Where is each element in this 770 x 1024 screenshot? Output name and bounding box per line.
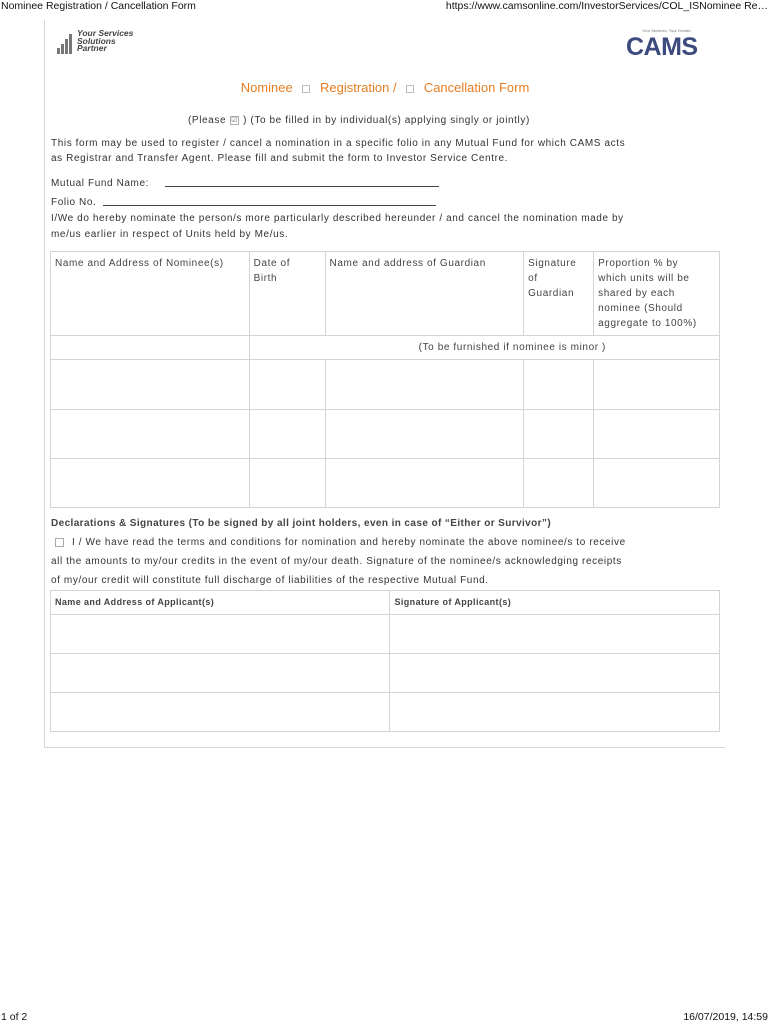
- header-guardian-name-address: Name and address of Guardian: [325, 252, 524, 336]
- header-guardian-signature: Signature of Guardian: [524, 252, 594, 336]
- agree-checkbox[interactable]: [55, 538, 64, 547]
- cams-logo-text: CAMS: [626, 33, 698, 61]
- applicant-name-cell[interactable]: [51, 693, 390, 732]
- nominee-table: [50, 251, 720, 508]
- cams-small-tagline: Your Services, Your Growth: [642, 28, 691, 33]
- table-row: [51, 459, 720, 508]
- nominee-name-cell[interactable]: [51, 360, 250, 410]
- applicant-name-cell[interactable]: [51, 654, 390, 693]
- guardian-signature-cell[interactable]: [524, 410, 594, 459]
- form-title: [0, 80, 770, 95]
- declaration-line-1: I/We do hereby nominate the person/s more particularly described hereunder / and cancel the nomination made by: [51, 213, 624, 224]
- header-applicant-signature: Signature of Applicant(s): [390, 591, 720, 615]
- minor-note: (To be furnished if nominee is minor ): [249, 336, 719, 360]
- declaration-line-2: me/us earlier in respect of Units held by Me/us.: [51, 229, 289, 240]
- brand-tagline-logo: [57, 30, 157, 54]
- declarations-line-2: all the amounts to my/our credits in the event of my/our death. Signature of the nominee/s acknowledging receipts: [51, 556, 622, 567]
- title-registration: Registration /: [319, 80, 397, 95]
- nominee-dob-cell[interactable]: [249, 360, 325, 410]
- guardian-signature-cell[interactable]: [524, 459, 594, 508]
- declarations-line-1: I / We have read the terms and conditions for nomination and hereby nominate the above nominee/s to receive: [53, 537, 626, 548]
- cancellation-checkbox[interactable]: [406, 85, 414, 93]
- proportion-cell[interactable]: [594, 410, 720, 459]
- proportion-cell[interactable]: [594, 360, 720, 410]
- intro-line-2: as Registrar and Transfer Agent. Please fill and submit the form to Investor Service Centre.: [51, 153, 509, 164]
- print-header: [0, 0, 770, 14]
- nominee-name-cell[interactable]: [51, 410, 250, 459]
- guardian-name-cell[interactable]: [325, 410, 524, 459]
- brand-tagline: Your Services Solutions Partner: [77, 28, 134, 53]
- header-nominee-name-address: Name and Address of Nominee(s): [51, 252, 250, 336]
- nominee-dob-cell[interactable]: [249, 459, 325, 508]
- nominee-dob-cell[interactable]: [249, 410, 325, 459]
- table-row: [51, 654, 720, 693]
- print-page-title: Nominee Registration / Cancellation Form: [1, 0, 196, 12]
- applicant-signature-cell[interactable]: [390, 693, 720, 732]
- registration-checkbox[interactable]: [302, 85, 310, 93]
- applicant-table: [50, 590, 720, 732]
- print-page-number: 1 of 2: [1, 1011, 28, 1023]
- cams-logo: [626, 28, 720, 60]
- mutual-fund-label: Mutual Fund Name:: [51, 178, 150, 189]
- header-date-of-birth: Date of Birth: [249, 252, 325, 336]
- table-row: [51, 693, 720, 732]
- folio-number-field[interactable]: [103, 205, 436, 206]
- guardian-signature-cell[interactable]: [524, 360, 594, 410]
- guardian-name-cell[interactable]: [325, 360, 524, 410]
- bar-chart-icon: [57, 34, 75, 54]
- print-page-url: https://www.camsonline.com/InvestorServices/COL_ISNominee Re…: [445, 0, 768, 12]
- applicant-signature-cell[interactable]: [390, 615, 720, 654]
- header-applicant-name-address: Name and Address of Applicant(s): [51, 591, 390, 615]
- guardian-name-cell[interactable]: [325, 459, 524, 508]
- declarations-heading: Declarations & Signatures (To be signed by all joint holders, even in case of “Either or Survivor”): [51, 518, 552, 529]
- applicant-signature-cell[interactable]: [390, 654, 720, 693]
- table-row: [51, 615, 720, 654]
- applicant-name-cell[interactable]: [51, 615, 390, 654]
- tick-icon: ☑: [231, 116, 239, 124]
- title-cancellation: Cancellation Form: [423, 80, 530, 95]
- intro-line-1: This form may be used to register / cancel a nomination in a specific folio in any Mutual Fund for which CAMS acts: [51, 138, 626, 149]
- print-footer: [0, 1010, 770, 1024]
- title-nominee: Nominee: [240, 80, 293, 95]
- nominee-name-cell[interactable]: [51, 459, 250, 508]
- proportion-cell[interactable]: [594, 459, 720, 508]
- please-tick-instruction: (Please ☑ ) (To be filled in by individual(s) applying singly or jointly): [188, 115, 530, 126]
- declarations-line-3: of my/our credit will constitute full discharge of liabilities of the respective Mutual Fund.: [51, 575, 489, 586]
- header-proportion: Proportion % by which units will be shared by each nominee (Should aggregate to 100%): [594, 252, 720, 336]
- folio-label: Folio No.: [51, 197, 97, 208]
- mutual-fund-name-field[interactable]: [165, 186, 439, 187]
- table-row: [51, 410, 720, 459]
- minor-note-spacer: [51, 336, 250, 360]
- print-datetime: 16/07/2019, 14:59: [683, 1011, 768, 1023]
- table-row: [51, 360, 720, 410]
